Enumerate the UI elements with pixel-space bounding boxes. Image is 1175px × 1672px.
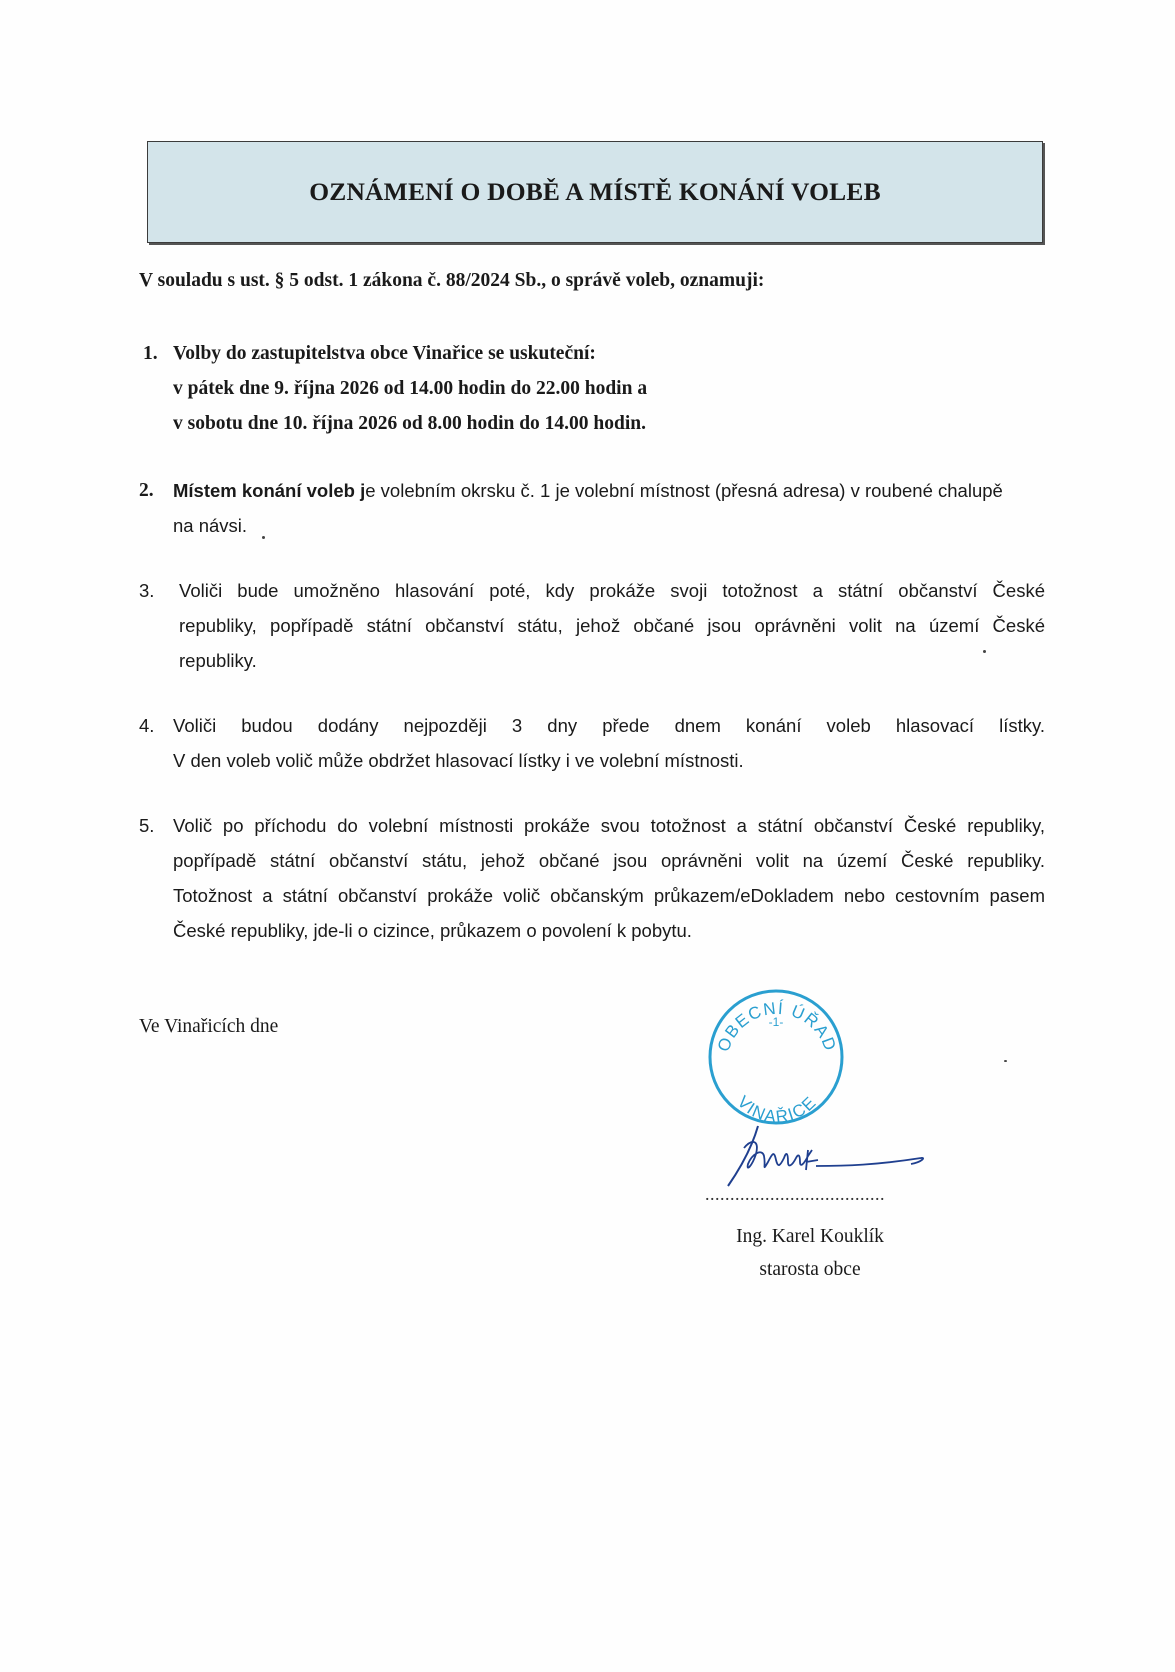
signer-role: starosta obce bbox=[759, 1259, 861, 1280]
item-line: e volebním okrsku č. 1 je volební místnost (přesná adresa) v roubené chalupě bbox=[365, 480, 1003, 501]
list-item-number: 4. bbox=[139, 715, 155, 736]
place-date: Ve Vinařicích dne bbox=[139, 1016, 279, 1037]
official-stamp-icon bbox=[705, 986, 847, 1128]
item-line: České republiky, jde-li o cizince, průkazem o povolení k pobytu. bbox=[173, 920, 692, 941]
item-line: Voliči bude umožněno hlasování poté, kdy prokáže svoji totožnost a státní občanství České bbox=[179, 580, 1045, 601]
intro-paragraph: V souladu s ust. § 5 odst. 1 zákona č. 88/2024 Sb., o správě voleb, oznamuji: bbox=[139, 270, 765, 291]
item-line-wrap bbox=[173, 473, 1045, 508]
item-line: Voliči budou dodány nejpozději 3 dny přede dnem konání voleb hlasovací lístky. bbox=[173, 715, 1045, 736]
item-line: popřípadě státní občanství státu, jehož občané jsou oprávněni volit na území České republiky. bbox=[173, 850, 1045, 871]
stamp-top-text: OBECNÍ ÚŘAD bbox=[713, 998, 841, 1055]
document-title: OZNÁMENÍ O DOBĚ A MÍSTĚ KONÁNÍ VOLEB bbox=[309, 177, 881, 206]
scan-speck bbox=[262, 536, 265, 539]
item-line: V den voleb volič může obdržet hlasovací lístky i ve volební místnosti. bbox=[173, 750, 744, 771]
item-line: v sobotu dne 10. října 2026 od 8.00 hodin do 14.00 hodin. bbox=[173, 413, 646, 434]
list-item-body bbox=[173, 336, 1045, 441]
item-lead-bold: Místem konání voleb j bbox=[173, 480, 366, 501]
list-item-number: 1. bbox=[143, 343, 158, 364]
signer-name: Ing. Karel Kouklík bbox=[736, 1226, 884, 1247]
stamp-center-text: -1- bbox=[768, 1015, 784, 1029]
item-line: Volby do zastupitelstva obce Vinařice se uskuteční: bbox=[173, 343, 596, 364]
item-line: Volič po příchodu do volební místnosti prokáže svou totožnost a státní občanství České republiky, bbox=[173, 815, 1045, 836]
scan-speck bbox=[983, 650, 986, 653]
signature-line: .................................... bbox=[705, 1184, 885, 1204]
stamp-bottom-text: VINAŘICE bbox=[733, 1092, 821, 1127]
item-line: na návsi. bbox=[173, 515, 248, 536]
list-item-body bbox=[173, 708, 1045, 778]
list-item-2 bbox=[139, 473, 1045, 543]
list-item-1 bbox=[139, 336, 1045, 441]
list-item-4 bbox=[139, 708, 1045, 778]
list-item-number: 5. bbox=[139, 815, 155, 836]
list-item-body bbox=[179, 573, 1045, 678]
scan-speck bbox=[1004, 1060, 1007, 1062]
list-item-body bbox=[173, 473, 1045, 543]
list-item-5 bbox=[139, 808, 1045, 948]
item-line: v pátek dne 9. října 2026 od 14.00 hodin do 22.00 hodin a bbox=[173, 378, 648, 399]
list-item-body bbox=[173, 808, 1045, 948]
title-box bbox=[147, 141, 1043, 243]
list-item-number: 3. bbox=[139, 580, 155, 601]
item-line: Totožnost a státní občanství prokáže volič občanským průkazem/eDokladem nebo cestovním pasem bbox=[173, 885, 1045, 906]
item-line: republiky. bbox=[179, 650, 257, 671]
list-item-number: 2. bbox=[139, 480, 154, 501]
item-line: republiky, popřípadě státní občanství státu, jehož občané jsou oprávněni volit na území České bbox=[179, 615, 1045, 636]
list-item-3 bbox=[139, 573, 1045, 678]
